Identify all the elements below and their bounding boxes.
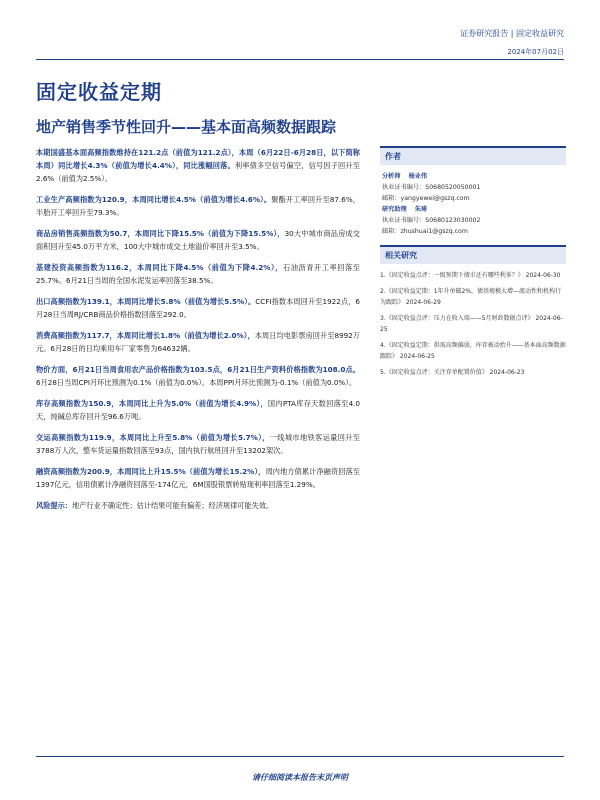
authors-heading: 作者 xyxy=(380,146,566,165)
author-name: 朱琦 xyxy=(414,206,428,213)
related-report-link[interactable]: 1.《固定收益点评：一级预期下债市还有哪些利多？》 2024-06-30 xyxy=(380,272,561,279)
author-license: 执业证书编号：S0680123030002 xyxy=(382,217,481,224)
paragraph-highlight: 基建投资高频指数为116.2，本周同比下降4.5%（前值为下降4.2%）， xyxy=(36,263,283,272)
paragraph-text: 一线城市地铁客运量回升至3788万人次，整车货运量指数回落至93点，国内执行航班回升至13202架次。 xyxy=(36,433,360,455)
report-date: 2024年07月02日 xyxy=(507,48,564,56)
summary-paragraph xyxy=(36,363,360,389)
paragraph-text: 石油沥青开工率回落至25.7%。6月21日当周的全国水泥发运率回落至38.5%。 xyxy=(36,263,360,285)
paragraph-text: 国内PTA库存天数回落至4.0天，纯碱总库存回升至96.6万吨。 xyxy=(36,399,361,421)
author-entry xyxy=(380,171,566,182)
paragraph-text: 利率债多空信号偏空，信号因子回升至2.6%（前值为2.5%）。 xyxy=(36,161,360,183)
header-divider xyxy=(36,59,564,60)
summary-paragraph xyxy=(36,261,360,287)
paragraph-highlight: 本期国盛基本面高频指数维持在121.2点（前值为121.2点），本周（6月22日-6月28日，以下简称本周）同比增长4.3%（前值为增长4.4%），同比涨幅回落。 xyxy=(36,148,360,170)
authors-list xyxy=(380,165,566,245)
sidebar xyxy=(380,146,566,382)
paragraph-text: CCFI指数本周回升至1922点，6月28日当周RJ/CRB商品价格指数回落至292.0。 xyxy=(36,297,360,319)
paragraph-highlight: 库存高频指数为150.9，本周同比上升为5.0%（前值为增长4.9%）， xyxy=(36,399,268,408)
summary-paragraph xyxy=(36,227,360,253)
summary-paragraph xyxy=(36,193,360,219)
related-report-link[interactable]: 4.《固定收益定期：供需高频偏弱，库存被动抬升——基本面高频数据跟踪》 2024-06-25 xyxy=(380,341,566,360)
summary-paragraph xyxy=(36,146,360,185)
paragraph-highlight: 工业生产高频指数为120.9，本周同比增长4.5%（前值为增长4.6%）。 xyxy=(36,195,272,204)
related-research-heading: 相关研究 xyxy=(380,245,566,264)
related-research-list xyxy=(380,264,566,378)
summary-paragraph xyxy=(36,329,360,355)
page-title: 固定收益定期 xyxy=(36,80,162,104)
paragraph-text: 周内地方债累计净融资回落至1397亿元，信用债累计净融资回落至-174亿元，6M国股银票转贴现利率回落至1.29%。 xyxy=(36,467,360,489)
author-email[interactable]: 邮箱：zhushuai1@gszq.com xyxy=(382,228,468,235)
paragraph-highlight: 融资高频指数为200.9，本周同比上升15.5%（前值为增长15.2%）， xyxy=(36,467,266,476)
author-email[interactable]: 邮箱：yangyewei@gszq.com xyxy=(382,195,470,202)
paragraph-text: 6月28日当周CPI月环比预测为0.1%（前值为0.0%）。本周PPI月环比预测为-0.1%（前值为0.0%）。 xyxy=(36,378,357,387)
paragraph-text: 本周日均电影票房回升至8992万元。6月28日的日均乘用车厂家零售为64632辆。 xyxy=(36,331,360,353)
paragraph-highlight: 出口高频指数为139.1，本周同比增长5.8%（前值为增长5.5%）。 xyxy=(36,297,256,306)
related-report-link[interactable]: 5.《固定收益点评：关注存单配置价值》 2024-06-23 xyxy=(380,368,525,376)
footer-disclaimer: 请仔细阅读本报告末页声明 xyxy=(252,773,348,782)
paragraph-text: 30大中城市商品房成交面积回升至45.0万平方米，100大中城市成交土地溢价率回升至3.5%。 xyxy=(36,229,360,251)
summary-paragraph xyxy=(36,295,360,321)
risk-warning xyxy=(36,499,360,512)
risk-text: 地产行业不确定性；估计结果可能有偏差；经济规律可能失效。 xyxy=(71,501,274,510)
author-entry xyxy=(380,204,566,215)
footer-divider xyxy=(36,756,564,757)
paragraph-highlight: 交运高频指数为119.9，本周同比上升至5.8%（前值为增长5.7%）， xyxy=(36,433,270,442)
paragraph-text: 聚酯开工率回升至87.6%，半胎开工率回升至79.3%。 xyxy=(36,195,360,217)
summary-paragraph xyxy=(36,431,360,457)
author-role: 研究助理 xyxy=(382,206,407,213)
author-role: 分析师 xyxy=(382,173,401,180)
author-name: 杨业伟 xyxy=(408,173,428,180)
related-report-link[interactable]: 2.《固定收益定期：1年升单破2%，债基规模大增—流动性和机构行为跟踪》 2024-06-29 xyxy=(380,287,562,306)
summary-column xyxy=(36,146,360,520)
paragraph-highlight: 消费高频指数为117.7，本周同比增长1.8%（前值为增长2.0%）， xyxy=(36,331,255,340)
related-report-link[interactable]: 3.《固定收益点评：压力在收入端——5月财政数据点评》 2024-06-25 xyxy=(380,314,563,333)
summary-paragraph xyxy=(36,397,360,423)
report-title: 地产销售季节性回升——基本面高频数据跟踪 xyxy=(36,118,337,136)
author-license: 执业证书编号：S0680520050001 xyxy=(382,184,481,191)
summary-paragraph xyxy=(36,465,360,491)
paragraph-highlight: 物价方面，6月21日当周食用农产品价格指数为103.5点，6月21日生产资料价格指数为108.0点。 xyxy=(36,365,360,374)
paragraph-highlight: 商品房销售高频指数为50.7，本周同比下降15.5%（前值为下降15.5%）， xyxy=(36,229,285,238)
header-label: 证券研究报告 | 固定收益研究 xyxy=(460,29,564,38)
risk-label: 风险提示： xyxy=(36,501,72,510)
